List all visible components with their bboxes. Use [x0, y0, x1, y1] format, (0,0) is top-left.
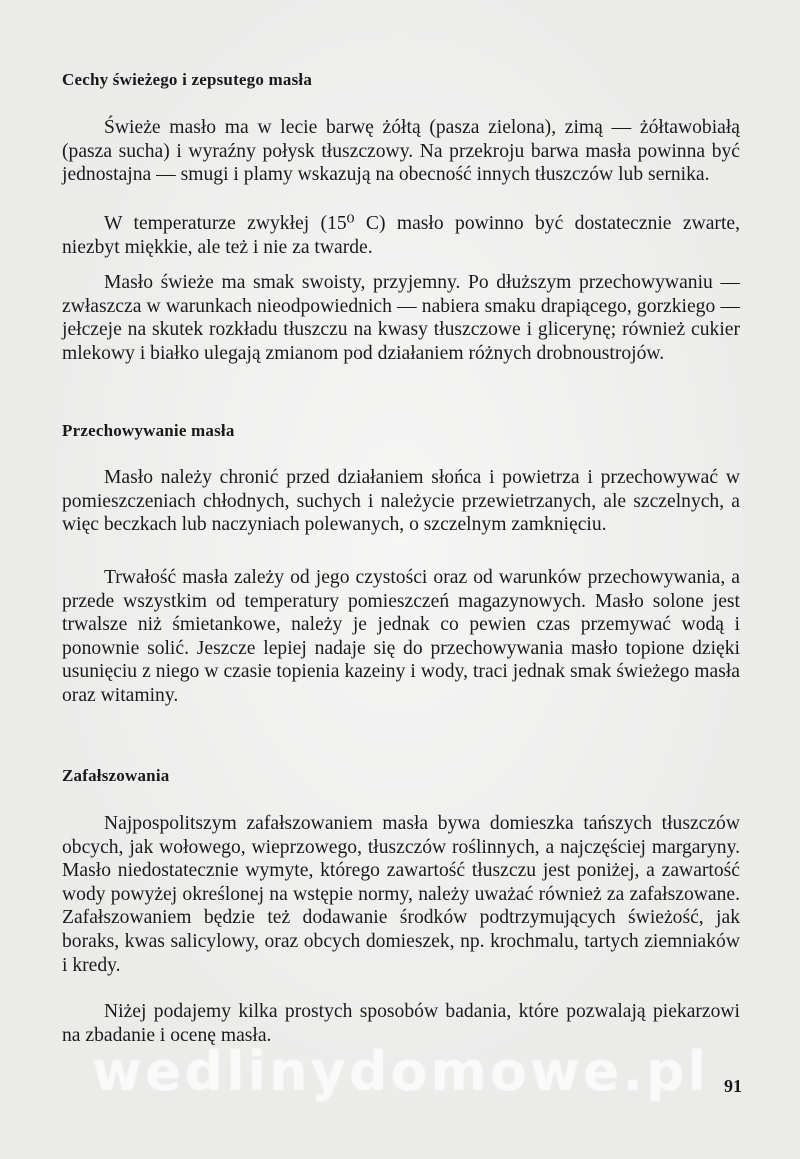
section-heading-fresh-spoiled-butter: Cechy świeżego i zepsutego masła	[62, 70, 313, 89]
paragraph-adulteration-types: Najpospolitszym zafałszowaniem masła bywa domieszka tańszych tłuszczów obcych, jak wołowego, wieprzowego, tłuszczów roślinnych, a najczęściej margaryny. Masło niedostatecznie wymyte, którego zawartość tłuszczu jest poniżej, a zawartość wody powyżej określonej na wstępie normy, należy uważać również za zafałszowane. Zafałszowaniem będzie też dodawanie środków podtrzymujących świeżość, jak boraks, kwas salicylowy, oraz obcych domieszek, np. krochmalu, tartych ziemniaków i kredy.	[62, 813, 740, 976]
section-heading-butter-storage: Przechowywanie masła	[62, 421, 235, 440]
paragraph-butter-taste: Masło świeże ma smak swoisty, przyjemny. Po dłuższym przechowywaniu — zwłaszcza w warunkach nieodpowiednich — nabiera smaku drapiącego, gorzkiego — jełczeje na skutek rozkładu tłuszczu na kwasy tłuszczowe i glicerynę; również cukier mlekowy i białko ulegają zmianom pod działaniem różnych drobnoustrojów.	[62, 272, 740, 364]
paragraph-butter-temperature: W temperaturze zwykłej (15⁰ C) masło powinno być dostatecznie zwarte, niezbyt miękkie, ale też i nie za twarde.	[62, 213, 740, 258]
paragraph-storage-conditions: Masło należy chronić przed działaniem słońca i powietrza i przechowywać w pomieszczeniach chłodnych, suchych i należycie przewietrzanych, ale szczelnych, a więc beczkach lub naczyniach polewanych, o szczelnym zamknięciu.	[62, 467, 740, 536]
section-heading-adulterations: Zafałszowania	[62, 766, 170, 785]
paragraph-testing-methods: Niżej podajemy kilka prostych sposobów badania, które pozwalają piekarzowi na zbadanie i ocenę masła.	[62, 1001, 740, 1046]
paragraph-storage-durability: Trwałość masła zależy od jego czystości oraz od warunków przechowywania, a przede wszystkim od temperatury pomieszczeń magazynowych. Masło solone jest trwalsze niż śmietankowe, należy je jednak co pewien czas przemywać wodą i ponownie solić. Jeszcze lepiej nadaje się do przechowywania masło topione dzięki usunięciu z niego w czasie topienia kazeiny i wody, traci jednak smak świeżego masła oraz witaminy.	[62, 567, 740, 706]
page-number: 91	[724, 1076, 742, 1096]
watermark: wedlinydomowe.pl	[92, 1040, 710, 1103]
paragraph-butter-color: Świeże masło ma w lecie barwę żółtą (pasza zielona), zimą — żółtawobiałą (pasza sucha) i wyraźny połysk tłuszczowy. Na przekroju barwa masła powinna być jednostajna — smugi i plamy wskazują na obecność innych tłuszczów lub sernika.	[62, 117, 740, 186]
